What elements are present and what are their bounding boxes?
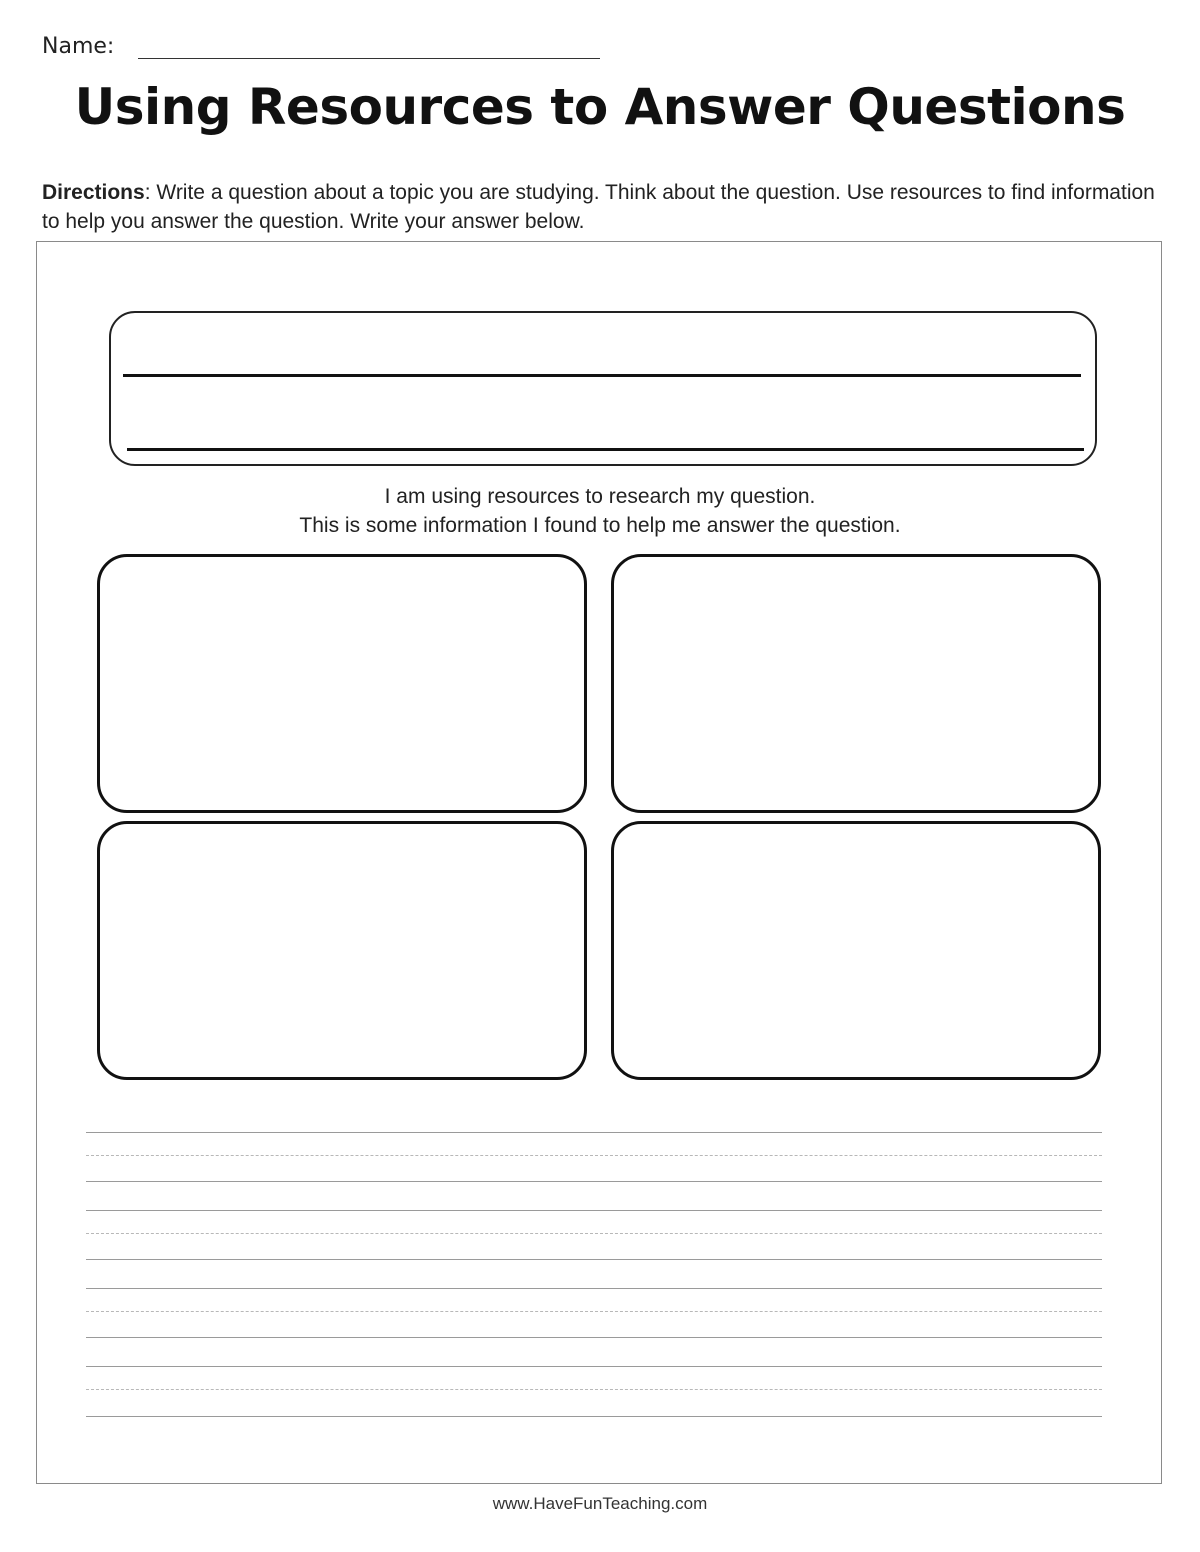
answer-line-3-top[interactable] xyxy=(86,1288,1102,1289)
info-box-top-left[interactable] xyxy=(97,554,587,813)
answer-line-1-mid xyxy=(86,1155,1102,1156)
directions-label: Directions xyxy=(42,181,145,204)
info-box-bottom-right[interactable] xyxy=(611,821,1101,1080)
answer-line-3-base[interactable] xyxy=(86,1337,1102,1338)
answer-line-2-base[interactable] xyxy=(86,1259,1102,1260)
page-title: Using Resources to Answer Questions xyxy=(74,78,1126,136)
answer-line-4-top[interactable] xyxy=(86,1366,1102,1367)
name-row xyxy=(42,34,602,66)
answer-line-1-top[interactable] xyxy=(86,1132,1102,1133)
question-box[interactable] xyxy=(109,311,1097,466)
name-write-line[interactable] xyxy=(138,58,600,59)
directions-text: : Write a question about a topic you are studying. Think about the question. Use resources to find information to help you answer the question. Write your answer below. xyxy=(42,181,1155,233)
info-box-top-right[interactable] xyxy=(611,554,1101,813)
prompt-line-2: This is some information I found to help me answer the question. xyxy=(299,514,901,537)
question-write-line-1[interactable] xyxy=(123,374,1081,377)
footer-url: www.HaveFunTeaching.com xyxy=(492,1494,708,1513)
answer-line-3-mid xyxy=(86,1311,1102,1312)
answer-line-2-top[interactable] xyxy=(86,1210,1102,1211)
info-box-bottom-left[interactable] xyxy=(97,821,587,1080)
prompt-line-1: I am using resources to research my question. xyxy=(384,485,816,508)
question-write-line-2[interactable] xyxy=(127,448,1084,451)
answer-line-4-base[interactable] xyxy=(86,1416,1102,1417)
directions xyxy=(42,178,1162,236)
answer-line-2-mid xyxy=(86,1233,1102,1234)
answer-line-1-base[interactable] xyxy=(86,1181,1102,1182)
answer-line-4-mid xyxy=(86,1389,1102,1390)
name-label: Name: xyxy=(42,34,115,59)
